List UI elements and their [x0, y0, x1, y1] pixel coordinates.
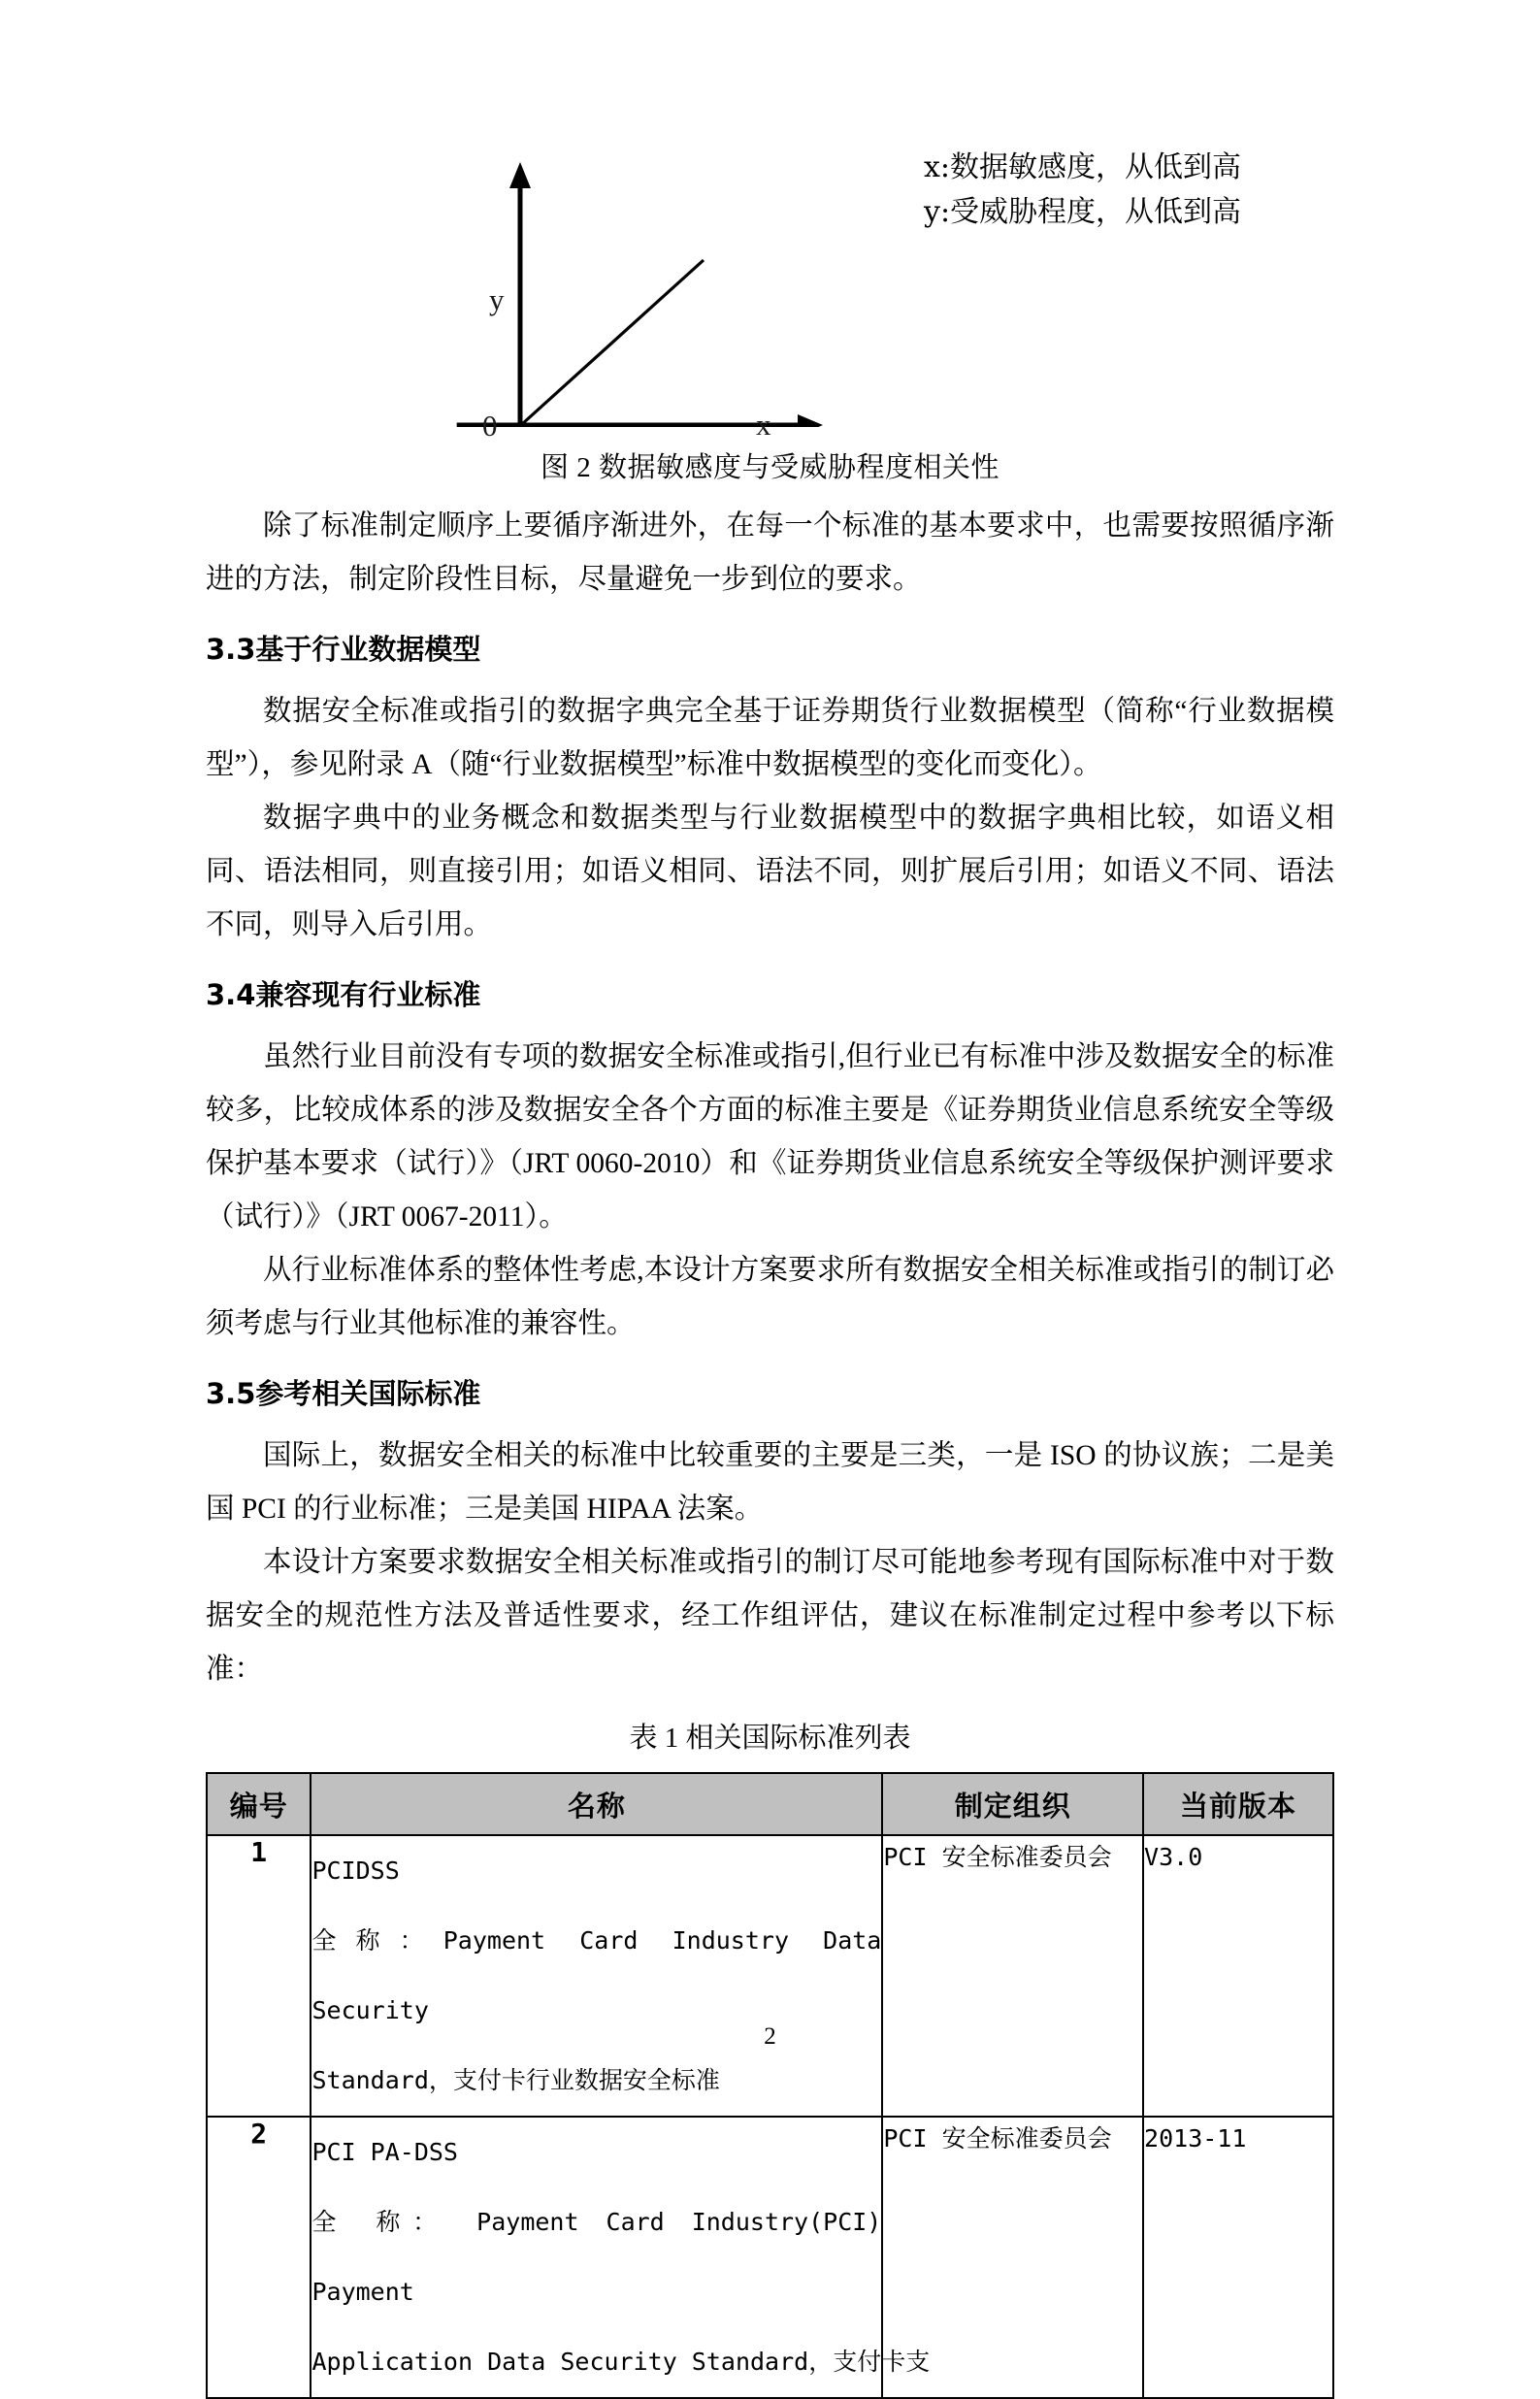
table-row — [207, 1835, 1333, 2117]
legend-line-y: y:受威胁程度，从低到高 — [924, 195, 1242, 229]
table-header-no: 编号 — [207, 1773, 311, 1835]
row-2-name-line-2: 全 称： Payment Card Industry(PCI) Payment — [311, 2208, 882, 2306]
table-header-org: 制定组织 — [882, 1773, 1143, 1835]
paragraph-3-5-2: 本设计方案要求数据安全相关标准或指引的制订尽可能地参考现有国际标准中对于数据安全的规范性方法及普适性要求，经工作组评估，建议在标准制定过程中参考以下标准： — [206, 1547, 1334, 1685]
origin-label: 0 — [482, 409, 498, 443]
x-axis-label: x — [756, 408, 771, 442]
paragraph-3-3-1: 数据安全标准或指引的数据字典完全基于证券期货行业数据模型（简称“行业数据模型”），参见附录 A（随“行业数据模型”标准中数据模型的变化而变化）。 — [206, 696, 1334, 780]
row-2-name-line-1: PCI PA-DSS — [311, 2138, 458, 2166]
table-header-version: 当前版本 — [1143, 1773, 1333, 1835]
table-header-name: 名称 — [311, 1773, 882, 1835]
row-1-version: V3.0 — [1143, 1835, 1333, 2117]
table-header-row — [207, 1773, 1333, 1835]
paragraph-3-3-2: 数据字典中的业务概念和数据类型与行业数据模型中的数据字典相比较，如语义相同、语法相同，则直接引用；如语义相同、语法不同，则扩展后引用；如语义不同、语法不同，则导入后引用。 — [206, 803, 1334, 940]
heading-3-3: 3.3基于行业数据模型 — [206, 633, 481, 666]
row-1-name-line-3: Standard，支付卡行业数据安全标准 — [311, 2066, 720, 2094]
row-1-no: 1 — [207, 1835, 311, 2117]
paragraph-intro: 除了标准制定顺序上要循序渐进外，在每一个标准的基本要求中，也需要按照循序渐进的方法，制定阶段性目标，尽量避免一步到位的要求。 — [206, 510, 1334, 595]
correlation-axes-diagram — [330, 146, 835, 427]
paragraph-3-4-2: 从行业标准体系的整体性考虑,本设计方案要求所有数据安全相关标准或指引的制订必须考虑与行业其他标准的兼容性。 — [206, 1255, 1334, 1339]
paragraph-3-4-1: 虽然行业目前没有专项的数据安全标准或指引,但行业已有标准中涉及数据安全的标准较多，比较成体系的涉及数据安全各个方面的标准主要是《证券期货业信息系统安全等级保护基本要求（试行）》（JRT 0060-2010）和《证券期货业信息系统安全等级保护测评要求（试行）》（JRT 0067-2011）。 — [206, 1041, 1334, 1232]
row-2-no: 2 — [207, 2117, 311, 2398]
page-number: 2 — [764, 2023, 776, 2050]
figure-2-block — [0, 146, 1540, 443]
heading-3-4: 3.4兼容现有行业标准 — [206, 978, 481, 1011]
row-1-name — [311, 1835, 882, 2117]
row-2-org: PCI 安全标准委员会 — [882, 2117, 1143, 2398]
figure-caption: 图 2 数据敏感度与受威胁程度相关性 — [540, 452, 999, 483]
heading-3-5: 3.5参考相关国际标准 — [206, 1377, 481, 1410]
y-axis-label: y — [489, 282, 505, 316]
international-standards-table — [206, 1772, 1334, 2399]
figure-legend — [924, 146, 1428, 235]
table-caption: 表 1 相关国际标准列表 — [629, 1723, 911, 1754]
row-1-name-line-1: PCIDSS — [311, 1857, 400, 1885]
row-2-name — [311, 2117, 931, 2398]
row-2-version: 2013-11 — [1143, 2117, 1333, 2398]
row-1-org: PCI 安全标准委员会 — [882, 1835, 1143, 2117]
legend-line-x: x:数据敏感度，从低到高 — [924, 150, 1242, 184]
row-2-name-line-3: Application Data Security Standard，支付卡支 — [311, 2348, 931, 2376]
document-body — [206, 442, 1334, 2399]
row-1-name-line-2: 全称：Payment Card Industry Data Security — [311, 1926, 882, 2024]
table-row — [207, 2117, 1333, 2398]
paragraph-3-5-1: 国际上，数据安全相关的标准中比较重要的主要是三类，一是 ISO 的协议族；二是美国 PCI 的行业标准；三是美国 HIPAA 法案。 — [206, 1440, 1334, 1525]
